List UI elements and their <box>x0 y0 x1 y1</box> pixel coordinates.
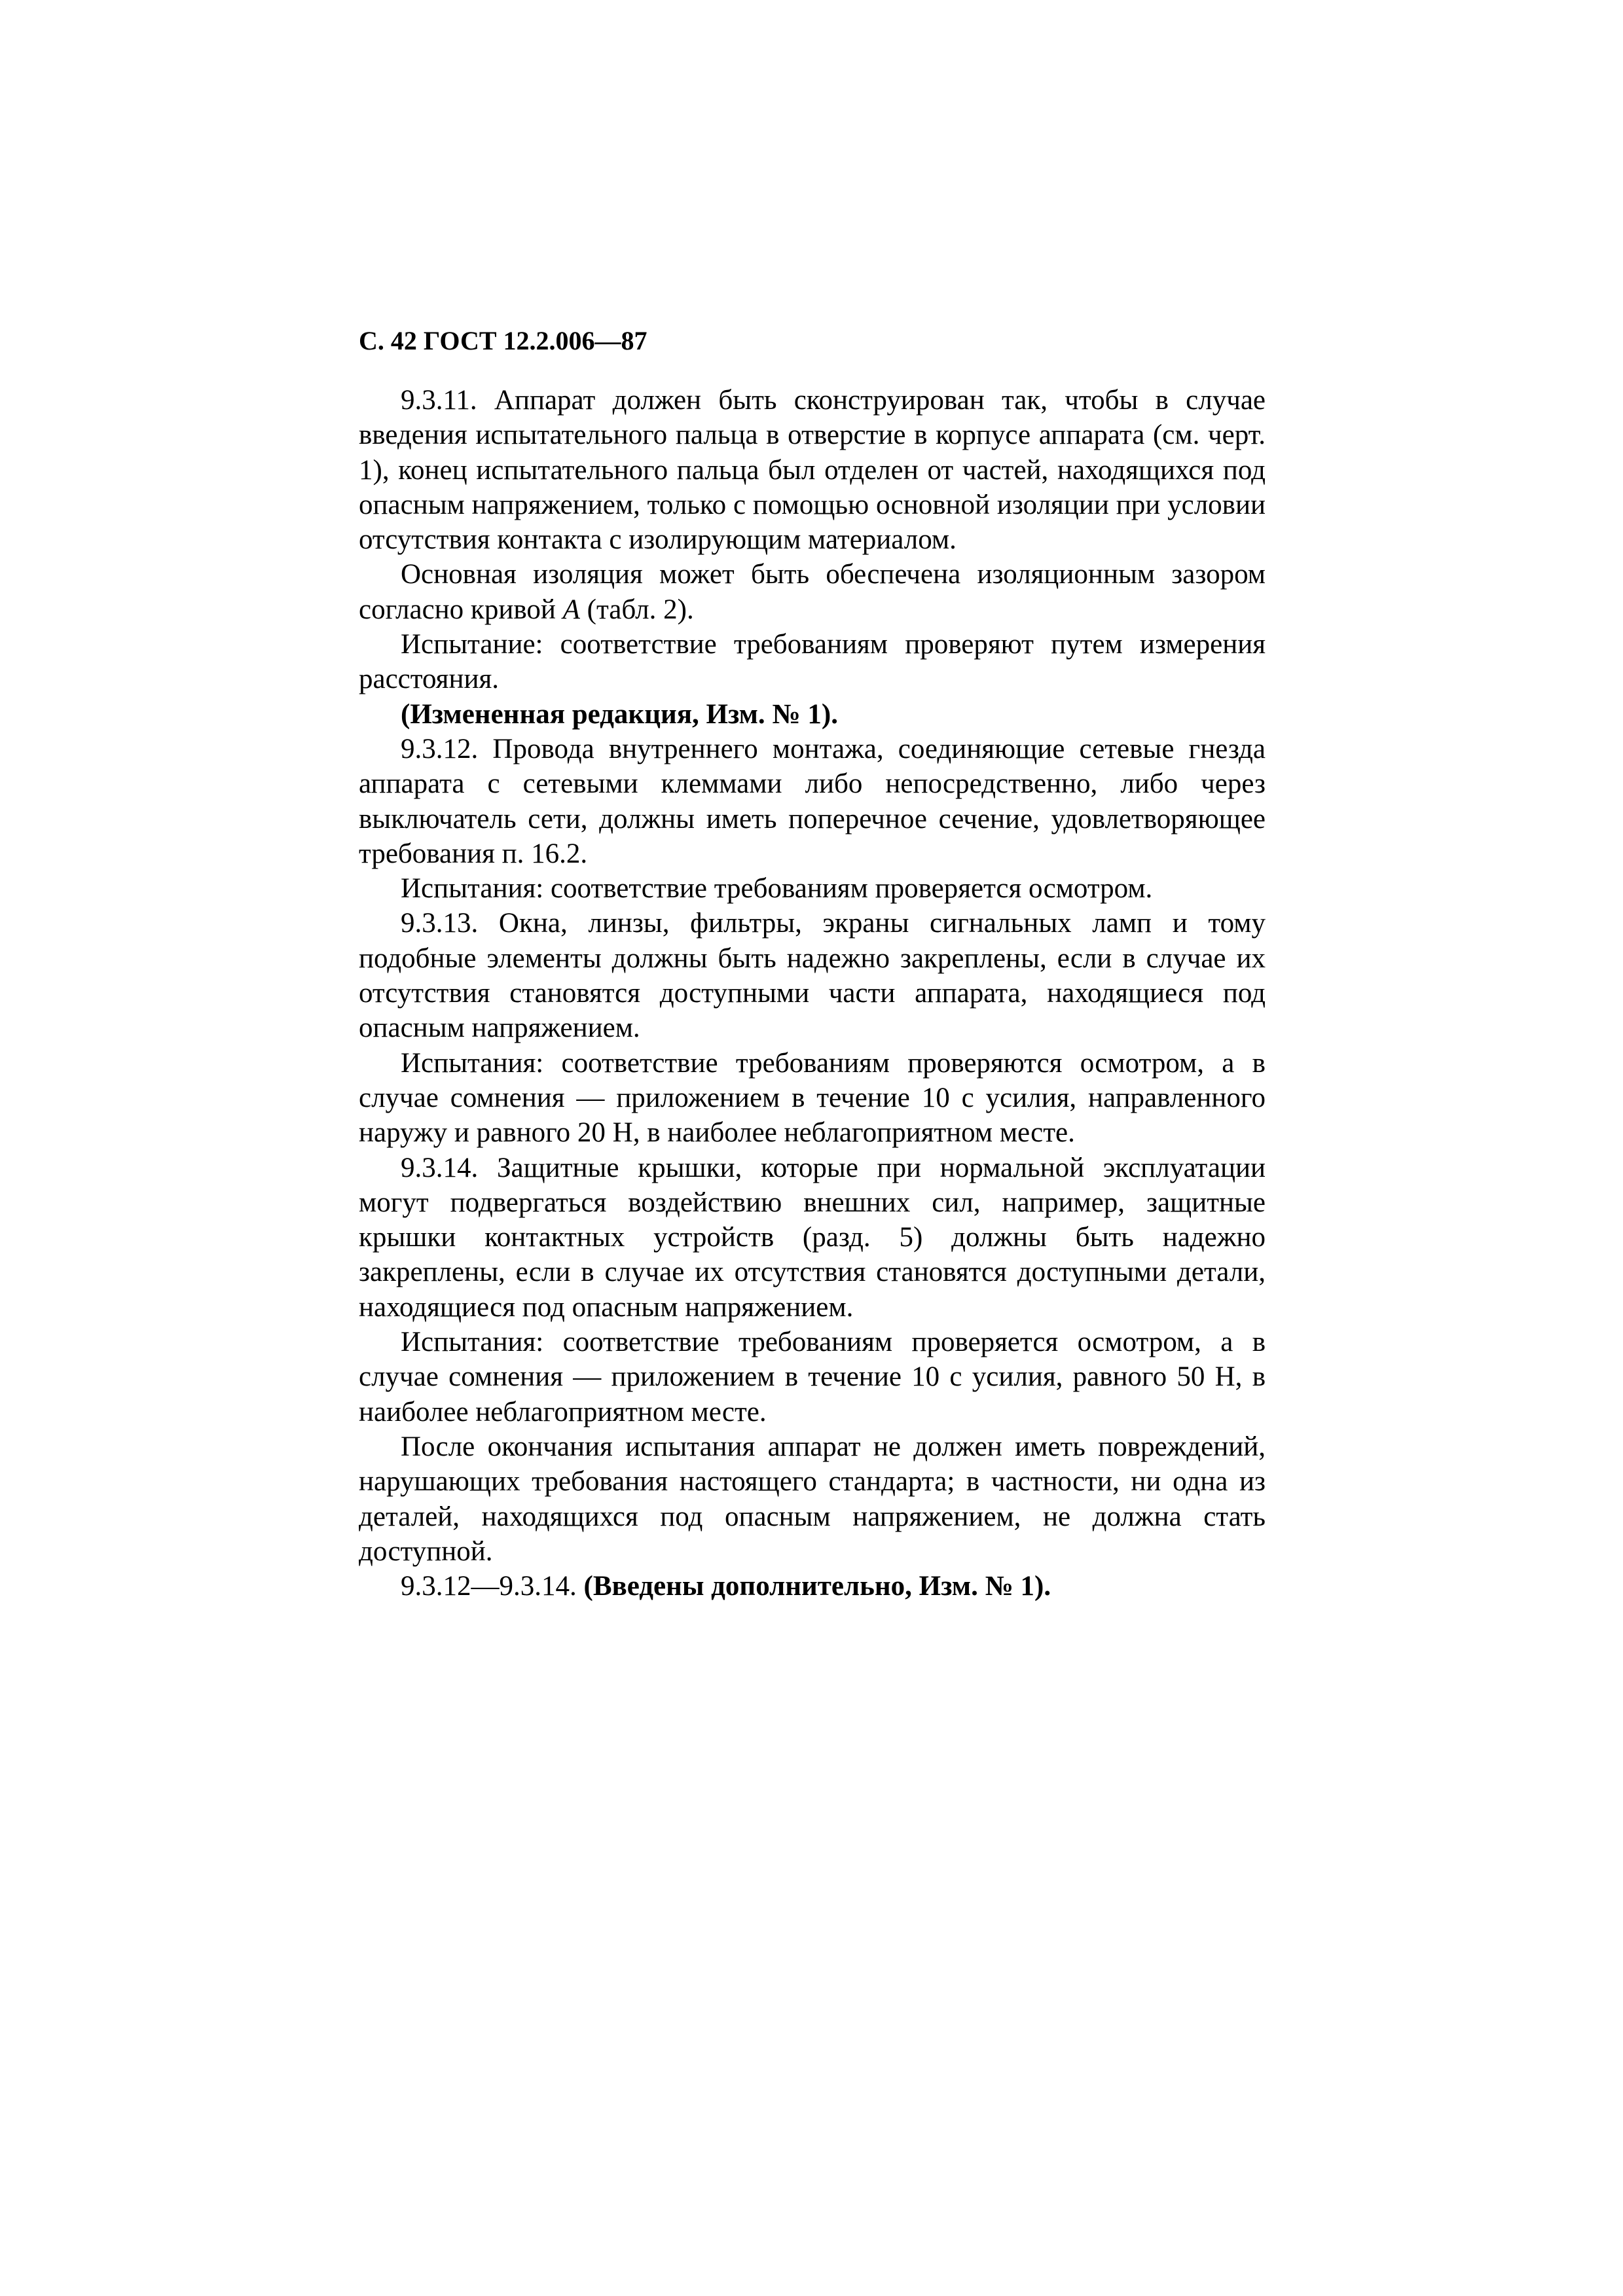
paragraph-basic-insulation-text: Основная изоляция может быть обеспечена изоляционным зазором согласно кривой <box>359 559 1266 625</box>
amendment-note-2 <box>359 1569 1266 1604</box>
amendment-text: (Введены дополнительно, Изм. № 1). <box>583 1571 1051 1602</box>
paragraph-9-3-14: 9.3.14. Защитные крышки, которые при нормальной эксплуатации могут подвергаться воздействию внешних сил, например, защитные крышки контактных устройств (разд. 5) должны быть надежно закреплены, если в случае их отсутствия становятся доступными детали, находящиеся под опасным напряжением. <box>359 1152 1266 1323</box>
curve-label: А <box>562 594 580 625</box>
amendment-note-1: (Измененная редакция, Изм. № 1). <box>401 698 838 730</box>
paragraph-basic-insulation <box>359 557 1266 627</box>
paragraph-test-50n: Испытания: соответствие требованиям проверяется осмотром, а в случае сомнения — приложением в течение 10 с усилия, равного 50 Н, в наиболее неблагоприятном месте. <box>359 1327 1266 1427</box>
paragraph-9-3-11: 9.3.11. Аппарат должен быть сконструирован так, чтобы в случае введения испытательного пальца в отверстие в корпусе аппарата (см. черт. 1), конец испытательного пальца был отделен от частей, находящихся под опасным напряжением, только с помощью основной изоляции при условии отсутствия контакта с изолирующим материалом. <box>359 385 1266 556</box>
page-header: С. 42 ГОСТ 12.2.006—87 <box>359 326 647 355</box>
document-body <box>359 383 1266 1604</box>
paragraph-test-distance: Испытание: соответствие требованиям проверяют путем измерения расстояния. <box>359 629 1266 695</box>
paragraph-basic-insulation-tail: (табл. 2). <box>579 594 694 625</box>
paragraph-9-3-13: 9.3.13. Окна, линзы, фильтры, экраны сигнальных ламп и тому подобные элементы должны быть надежно закреплены, если в случае их отсутствия становятся доступными части аппарата, находящиеся под опасным напряжением. <box>359 908 1266 1044</box>
amendment-range: 9.3.12—9.3.14. <box>401 1571 584 1602</box>
paragraph-9-3-12: 9.3.12. Провода внутреннего монтажа, соединяющие сетевые гнезда аппарата с сетевыми клеммами либо непосредственно, либо через выключатель сети, должны иметь поперечное сечение, удовлетворяющее требования п. 16.2. <box>359 733 1266 869</box>
paragraph-test-20n: Испытания: соответствие требованиям проверяются осмотром, а в случае сомнения — приложением в течение 10 с усилия, направленного наружу и равного 20 Н, в наиболее неблагоприятном месте. <box>359 1047 1266 1149</box>
paragraph-test-inspection: Испытания: соответствие требованиям проверяется осмотром. <box>401 873 1153 905</box>
paragraph-after-test: После окончания испытания аппарат не должен иметь повреждений, нарушающих требования настоящего стандарта; в частности, ни одна из деталей, находящихся под опасным напряжением, не должна стать доступной. <box>359 1431 1266 1567</box>
